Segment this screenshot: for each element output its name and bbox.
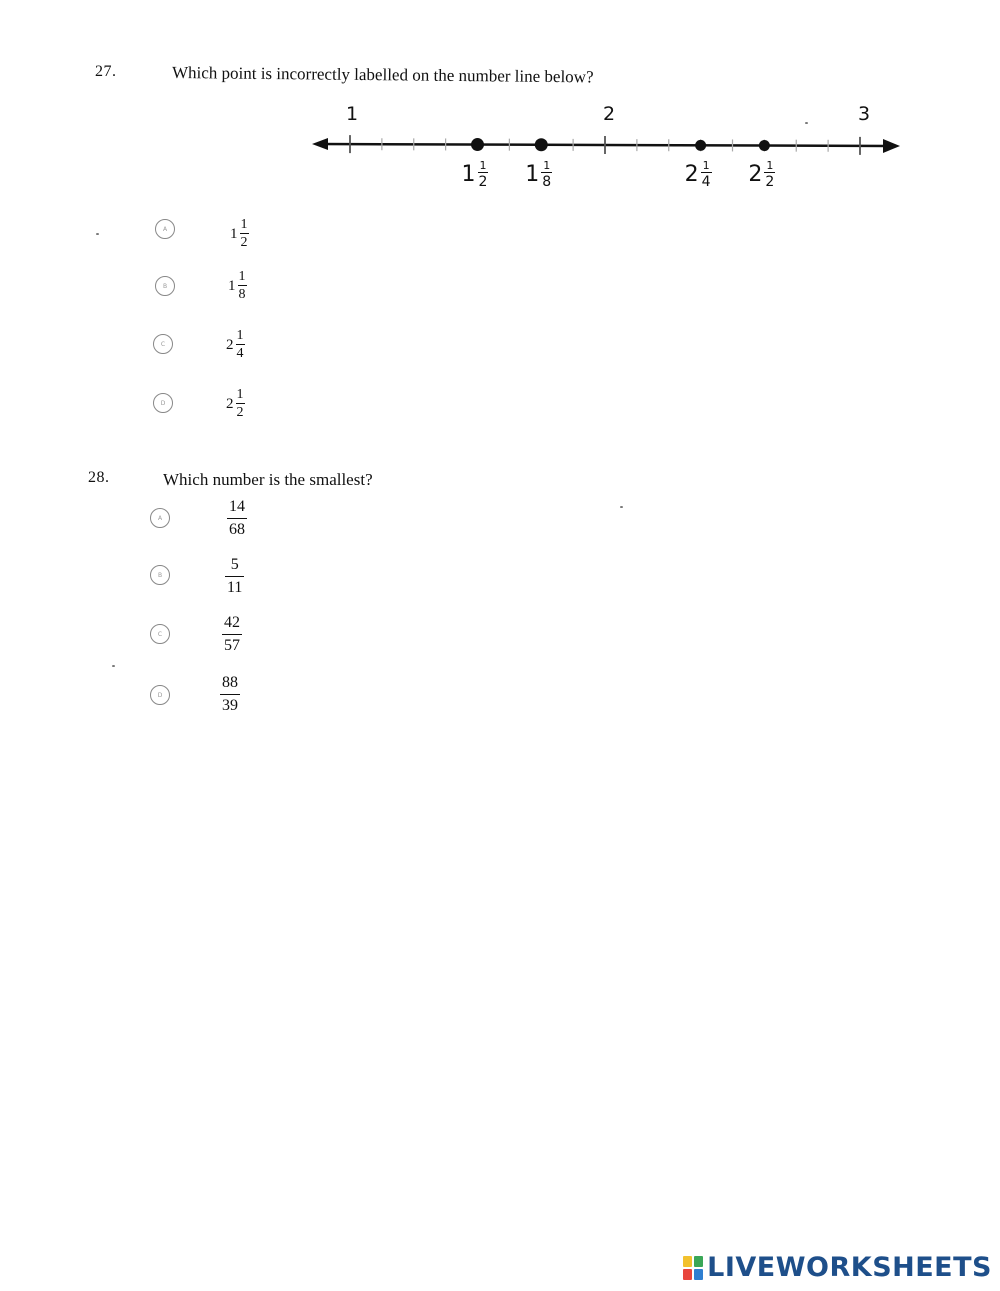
- number-line-point-label: [525, 160, 552, 189]
- q28-option-c-den: 57: [222, 634, 242, 654]
- question-27-number: 27.: [95, 63, 117, 80]
- q28-option-b-bubble[interactable]: B: [150, 565, 170, 585]
- number-line: [300, 100, 920, 190]
- scan-speck: [96, 233, 99, 235]
- number-line-label-1: 1: [345, 103, 359, 125]
- question-28-number: 28.: [88, 469, 110, 486]
- q27-option-c-bubble[interactable]: C: [153, 334, 173, 354]
- point-label-whole: 2: [748, 162, 763, 187]
- q27-option-c: [226, 329, 245, 361]
- q28-option-a-num: 14: [229, 498, 245, 515]
- q28-option-a: [227, 499, 247, 538]
- q27-option-a-bubble[interactable]: A: [155, 219, 175, 239]
- scan-speck: [805, 122, 808, 124]
- point-label-num: 1: [766, 159, 774, 172]
- q28-option-a-den: 68: [227, 518, 247, 538]
- q27-option-c-num: 1: [236, 328, 244, 343]
- liveworksheets-logo[interactable]: [683, 1252, 992, 1283]
- question-27-text: Which point is incorrectly labelled on the number line below?: [171, 63, 594, 87]
- point-label-whole: 1: [461, 162, 476, 187]
- q27-option-b-den: 8: [238, 287, 246, 302]
- number-line-right-arrow: [883, 139, 900, 153]
- question-28-text: Which number is the smallest?: [163, 470, 373, 489]
- q27-option-a-num: 1: [240, 217, 248, 232]
- number-line-point: [759, 140, 770, 151]
- q27-option-d-num: 1: [236, 387, 244, 402]
- scan-speck: [112, 665, 115, 667]
- liveworksheets-logo-icon: [683, 1256, 703, 1280]
- point-label-den: 2: [478, 174, 488, 190]
- q27-option-a-den: 2: [240, 235, 248, 250]
- point-label-num: 1: [479, 159, 487, 172]
- q27-option-a: [230, 218, 249, 250]
- number-line-point: [471, 138, 484, 151]
- point-label-num: 1: [702, 159, 710, 172]
- logo-square: [683, 1256, 692, 1267]
- q27-option-d-den: 2: [236, 405, 244, 420]
- q27-option-d-whole: 2: [226, 395, 234, 412]
- scan-speck: [620, 506, 623, 508]
- q28-option-b: [225, 557, 244, 596]
- q28-option-d-bubble[interactable]: D: [150, 685, 170, 705]
- q27-option-b-bubble[interactable]: B: [155, 276, 175, 296]
- q28-option-d-num: 88: [222, 674, 238, 691]
- number-line-label-3: 3: [857, 103, 871, 125]
- number-line-point-label: [748, 160, 775, 189]
- q27-option-d-bubble[interactable]: D: [153, 393, 173, 413]
- logo-square: [683, 1269, 692, 1280]
- q27-option-b: [228, 270, 247, 302]
- point-label-den: 2: [765, 174, 775, 190]
- q28-option-b-num: 5: [230, 556, 239, 573]
- q27-option-c-den: 4: [236, 346, 244, 361]
- q28-option-d-den: 39: [220, 694, 240, 714]
- number-line-point-label: [685, 160, 712, 189]
- q27-option-d: [226, 388, 245, 420]
- point-label-whole: 1: [525, 162, 540, 187]
- q28-option-d: [220, 675, 240, 714]
- point-label-whole: 2: [684, 162, 699, 187]
- q27-option-b-num: 1: [238, 269, 246, 284]
- point-label-den: 8: [542, 174, 552, 190]
- q28-option-a-bubble[interactable]: A: [150, 508, 170, 528]
- number-line-left-arrow: [312, 138, 328, 150]
- logo-square: [694, 1269, 703, 1280]
- q27-option-c-whole: 2: [226, 336, 234, 353]
- number-line-label-2: 2: [602, 103, 616, 125]
- q28-option-c-num: 42: [224, 614, 240, 631]
- q28-option-b-den: 11: [225, 576, 244, 596]
- q28-option-c: [222, 615, 242, 654]
- number-line-point-label: [462, 160, 489, 189]
- q27-option-a-whole: 1: [230, 225, 238, 242]
- point-label-num: 1: [543, 159, 551, 172]
- liveworksheets-logo-text: LIVEWORKSHEETS: [707, 1252, 992, 1283]
- q27-option-b-whole: 1: [228, 277, 236, 294]
- number-line-point: [695, 140, 706, 151]
- number-line-point: [535, 138, 548, 151]
- point-label-den: 4: [701, 174, 711, 190]
- logo-square: [694, 1256, 703, 1267]
- q28-option-c-bubble[interactable]: C: [150, 624, 170, 644]
